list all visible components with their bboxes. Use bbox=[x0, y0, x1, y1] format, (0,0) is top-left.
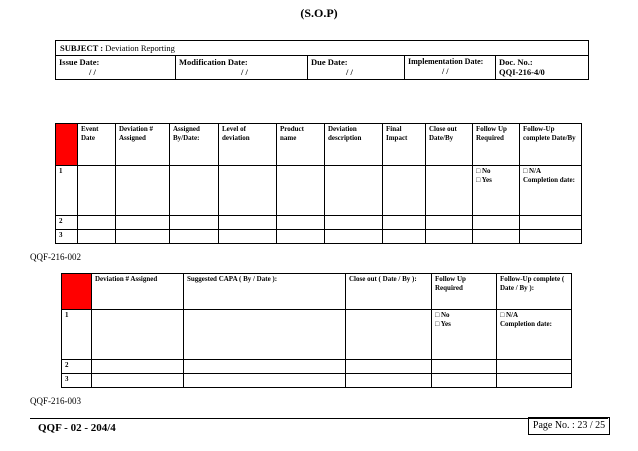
completion-checkboxes[interactable]: □ N/A Completion date: bbox=[497, 310, 572, 360]
row-number: 3 bbox=[56, 230, 78, 244]
footer-form-code: QQF - 02 - 204/4 bbox=[38, 422, 116, 434]
doc-no-cell bbox=[496, 56, 589, 80]
col-follow-up-complete: Follow-Up complete ( Date / By ): bbox=[497, 274, 572, 310]
table-cell[interactable] bbox=[277, 166, 325, 216]
form-code-002: QQF-216-002 bbox=[30, 252, 81, 262]
col-follow-up-required: Follow Up Required bbox=[432, 274, 497, 310]
red-corner-cell bbox=[56, 124, 78, 166]
col-close-out: Close out ( Date / By ): bbox=[346, 274, 432, 310]
col-event-date: Event Date bbox=[78, 124, 116, 166]
completion-checkboxes[interactable]: □ N/A Completion date: bbox=[520, 166, 582, 216]
table-cell[interactable] bbox=[426, 166, 473, 216]
doc-no-value: QQI-216-4/0 bbox=[499, 67, 545, 77]
col-follow-up-complete: Follow-Up complete Date/By bbox=[520, 124, 582, 166]
table-cell[interactable] bbox=[325, 166, 383, 216]
due-date-cell bbox=[308, 56, 405, 80]
col-product-name: Product name bbox=[277, 124, 325, 166]
row-number: 2 bbox=[62, 360, 92, 374]
modification-date-cell bbox=[176, 56, 308, 80]
table-cell[interactable] bbox=[170, 166, 219, 216]
row-number: 1 bbox=[56, 166, 78, 216]
table-row bbox=[62, 310, 572, 360]
table-cell[interactable] bbox=[78, 166, 116, 216]
table-cell[interactable] bbox=[346, 310, 432, 360]
issue-date-value: / / bbox=[89, 67, 96, 77]
subject-cell bbox=[56, 41, 589, 56]
col-deviation-description: Deviation description bbox=[325, 124, 383, 166]
page-number: Page No. : 23 / 25 bbox=[528, 417, 610, 435]
implementation-date-value: / / bbox=[442, 67, 449, 76]
due-date-value: / / bbox=[346, 67, 353, 77]
col-level-of-deviation: Level of deviation bbox=[219, 124, 277, 166]
followup-checkboxes[interactable]: □ No □ Yes bbox=[432, 310, 497, 360]
table-cell[interactable] bbox=[219, 166, 277, 216]
col-deviation-assigned: Deviation # Assigned bbox=[92, 274, 184, 310]
row-number: 2 bbox=[56, 216, 78, 230]
capa-table bbox=[61, 273, 572, 388]
table-cell[interactable] bbox=[92, 310, 184, 360]
subject-value: Deviation Reporting bbox=[105, 43, 175, 53]
modification-date-value: / / bbox=[241, 67, 248, 77]
header-table bbox=[55, 40, 589, 80]
row-number: 3 bbox=[62, 374, 92, 388]
followup-checkboxes[interactable]: □ No □ Yes bbox=[473, 166, 520, 216]
modification-date-label: Modification Date: bbox=[179, 57, 248, 67]
table-cell[interactable] bbox=[116, 166, 170, 216]
subject-label: SUBJECT : bbox=[60, 43, 104, 53]
col-deviation-assigned: Deviation # Assigned bbox=[116, 124, 170, 166]
table-row bbox=[62, 374, 572, 388]
col-follow-up-required: Follow Up Required bbox=[473, 124, 520, 166]
col-final-impact: Final Impact bbox=[383, 124, 426, 166]
col-close-out-date-by: Close out Date/By bbox=[426, 124, 473, 166]
red-corner-cell bbox=[62, 274, 92, 310]
deviation-log-table bbox=[55, 123, 582, 244]
row-number: 1 bbox=[62, 310, 92, 360]
sop-title: (S.O.P) bbox=[300, 6, 338, 20]
implementation-date-cell bbox=[405, 56, 496, 80]
table-row bbox=[56, 166, 582, 216]
form-code-003: QQF-216-003 bbox=[30, 396, 81, 406]
due-date-label: Due Date: bbox=[311, 57, 348, 67]
table-row bbox=[56, 216, 582, 230]
doc-no-label: Doc. No.: bbox=[499, 57, 533, 67]
footer-rule bbox=[30, 418, 608, 437]
col-assigned-by-date: Assigned By/Date: bbox=[170, 124, 219, 166]
implementation-date-label: Implementation Date: bbox=[408, 57, 484, 66]
issue-date-label: Issue Date: bbox=[59, 57, 100, 67]
col-suggested-capa: Suggested CAPA ( By / Date ): bbox=[184, 274, 346, 310]
table-row bbox=[56, 230, 582, 244]
table-row bbox=[62, 360, 572, 374]
table-cell[interactable] bbox=[184, 310, 346, 360]
table-cell[interactable] bbox=[383, 166, 426, 216]
issue-date-cell bbox=[56, 56, 176, 80]
